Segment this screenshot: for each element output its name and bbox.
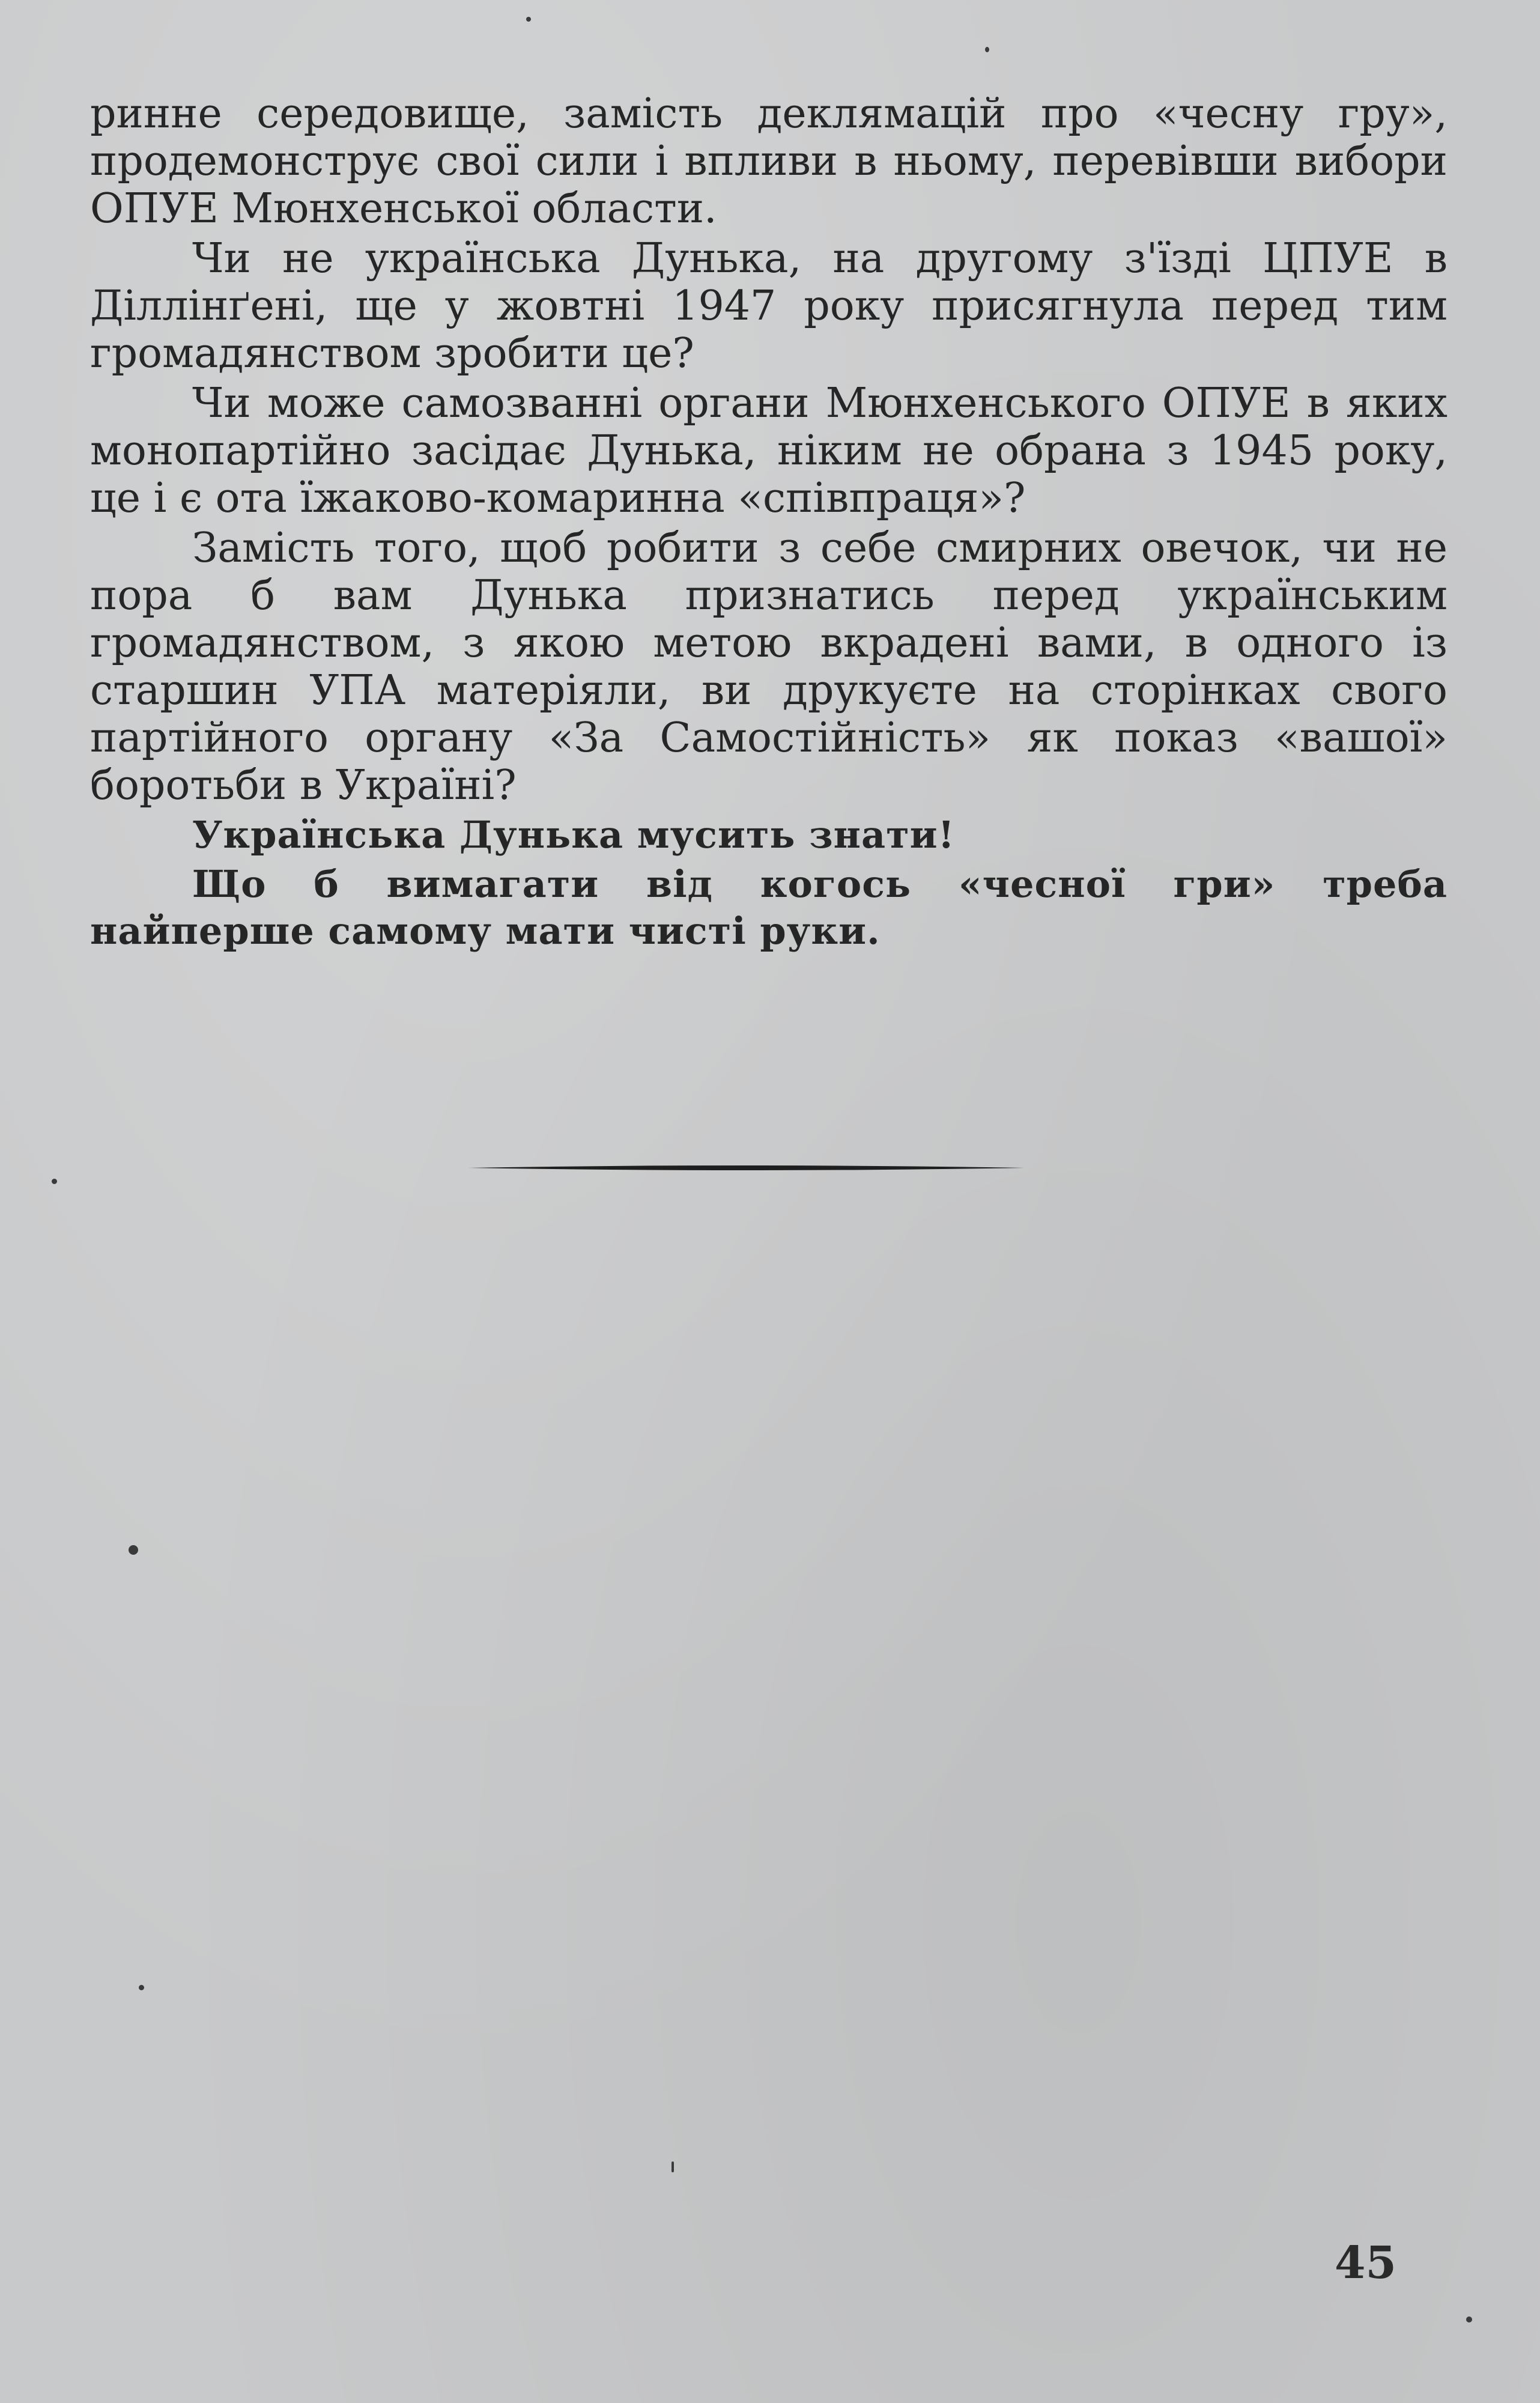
paper-speck bbox=[139, 1985, 144, 1990]
paragraph-question-congress: Чи не українська Дунька, на другому з'їзді ЦПУЕ в Діллінґені, ще у жовтні 1947 року присягнула перед тим громадянством зробити це? bbox=[90, 235, 1448, 377]
paper-speck bbox=[52, 1179, 57, 1184]
paragraph-continuation: ринне середовище, замість деклямацій про «чесну гру», продемонструє свої сили і впливи в ньому, перевівши вибори ОПУЕ Мюнхенської области. bbox=[90, 90, 1448, 232]
paragraph-bold-warning: Українська Дунька мусить знати! bbox=[192, 813, 955, 857]
section-divider bbox=[468, 1164, 1024, 1171]
paper-speck bbox=[526, 17, 531, 22]
page-number: 45 bbox=[1335, 2237, 1396, 2289]
paper-speck bbox=[985, 47, 989, 52]
paper-speck bbox=[1466, 2316, 1472, 2322]
body-text bbox=[90, 90, 1448, 957]
paragraph-bold-conclusion: Що б вимагати від когось «чесної гри» треба найперше самому мати чисті руки. bbox=[90, 862, 1448, 953]
paragraph-question-organs: Чи може самозванні органи Мюнхенського ОПУЕ в яких монопартійно засідає Дунька, ніким не обрана з 1945 року, це і є ота їжаково-комаринна «співпраця»? bbox=[90, 380, 1448, 522]
paper-speck bbox=[129, 1545, 138, 1555]
paper-speck bbox=[671, 2161, 674, 2172]
paragraph-question-materials: Замість того, щоб робити з себе смирних овечок, чи не пора б вам Дунька признатись перед українським громадянством, з якою метою вкрадені вами, в одного із старшин УПА матеріяли, ви друкуєте на сторінках свого партійного органу «За Самостійність» як показ «вашої» боротьби в Україні? bbox=[90, 524, 1448, 809]
